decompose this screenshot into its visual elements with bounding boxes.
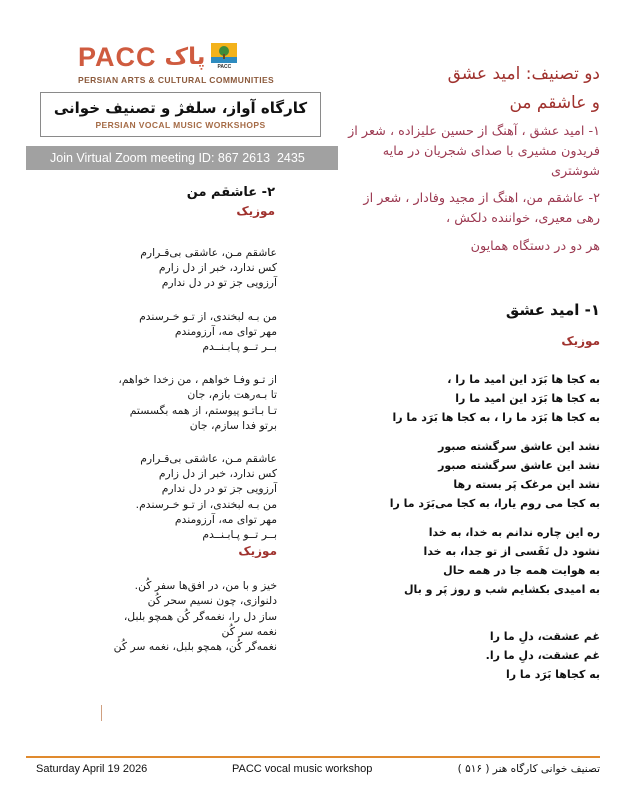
lyric-line: از تـو وفـا خواهم ، من زخدا خواهم، (118, 373, 277, 387)
zoom-meeting-bar: Join Virtual Zoom meeting ID: 867 2613 2435 (26, 146, 338, 170)
song-1-lyrics (340, 370, 600, 694)
lyric-line: غم عشقت، دلِ ما را (489, 630, 600, 643)
stanza (340, 523, 600, 599)
lyric-line: برتو فدا سازم، جان (189, 418, 277, 432)
workshop-subtitle: PERSIAN VOCAL MUSIC WORKSHOPS (95, 120, 266, 130)
stanza (340, 437, 600, 513)
lyric-line: به کجا می روم یارا، به کجا می‌بَرَد ما را (389, 497, 600, 510)
pacc-logo (78, 42, 283, 92)
stanza (340, 627, 600, 684)
logo-tree-icon (211, 43, 237, 71)
stanza (60, 578, 277, 654)
lyric-line: نغمه‌گر کُن، همچو بلبل، نغمه سر کُن (113, 640, 277, 654)
workshop-banner (40, 92, 321, 137)
lyric-line: دلنوازی، چون نسیم سحر کُن (147, 594, 277, 608)
intro-paragraph: ۱- امید عشق ، آهنگ از حسین علیزاده ، شعر از فریدون مشیری با صدای شجریان در مایه شوشتری (348, 124, 600, 179)
stanza (60, 372, 277, 433)
logo-persian-text: پاک (164, 44, 206, 70)
lyric-line: غم عشقت، دلِ ما را. (485, 649, 600, 662)
stanza (60, 245, 277, 291)
footer-date: Saturday April 19 2026 (36, 763, 148, 775)
lyric-line: بــر تــو پـابـنــدم (202, 340, 277, 354)
stanza (60, 309, 277, 355)
lyric-line: به کجا ها بَرَد این امید ما را ، (447, 373, 600, 386)
section-2-title: ۲- عاشقم من (186, 185, 275, 200)
lyric-line: خیز و با من، در افق‌ها سفر کُن. (134, 579, 277, 593)
intro-text (340, 122, 600, 265)
lyric-line: من بـه لبخندی، از تـو خـرسندم. (135, 497, 277, 511)
lyric-line: آرزویی جز تو در دل ندارم (161, 276, 277, 290)
lyric-line: به کجاها بَرَد ما را (506, 668, 600, 681)
footer-page-label: تصنیف خوانی کارگاه هنر ( ۵۱۶ ) (457, 763, 600, 775)
lyric-line: تـا بـاتـو پیوستم، از همه بگسستم (129, 403, 277, 417)
main-title-line-2: و عاشقم من (509, 93, 600, 113)
section-2-music-label: موزیک (236, 204, 275, 218)
lyric-line: کس ندارد، خبر از دل زارم (158, 261, 277, 275)
lyric-line: به کجا ها بَرَد ما را ، به کجا ها بَرَد ما را (392, 411, 600, 424)
logo-row (78, 42, 283, 72)
lyric-line: به امیدی بکشایم شب و روز پَر و بال (404, 583, 600, 596)
lyric-line: نغمه سر کُن (221, 624, 277, 638)
lyric-line: من بـه لبخندی، از تـو خـرسندم (139, 309, 277, 323)
footer-center-text: PACC vocal music workshop (232, 763, 373, 775)
lyric-line: تا بـه‌رهت بازم، جان (187, 388, 277, 402)
lyric-line: مهر توای مه، آرزومندم (174, 324, 277, 338)
lyric-line: عاشقم مـن، عاشقی بی‌قـرارم (140, 452, 277, 466)
song-2-lyrics (60, 245, 277, 672)
section-1-music-label: موزیک (561, 334, 600, 348)
lyric-line: عاشقم مـن، عاشقی بی‌قـرارم (140, 246, 277, 259)
text-cursor (101, 705, 102, 721)
lyric-line: نشود دل نَفَسی از تو جدا، به خدا (423, 545, 600, 558)
main-title (350, 60, 600, 118)
lyric-line: آرزویی جز تو در دل ندارم (161, 482, 277, 496)
logo-mark-caption: PACC (217, 64, 232, 70)
lyric-line: نشد این عاشق سرگشته صبور (438, 440, 600, 453)
section-1-title: ۱- امید عشق (505, 301, 600, 319)
lyric-line: ساز دل را، نغمه‌گر کُن همچو بلبل، (123, 609, 277, 623)
lyric-line: به هوایت همه جا در همه حال (443, 564, 600, 577)
intro-paragraph: هر دو در دستگاه همایون (470, 238, 600, 254)
logo-subtitle: PERSIAN ARTS & CULTURAL COMMUNITIES (78, 75, 275, 85)
main-title-line-1: دو تصنیف: امید عشق (447, 64, 600, 84)
stanza (340, 370, 600, 427)
footer-rule (26, 756, 600, 758)
section-2-inline-music-label: موزیک (238, 544, 277, 559)
workshop-title: کارگاه آواز، سلفژ و تصنیف خوانی (53, 99, 308, 117)
lyric-line: کس ندارد، خبر از دل زارم (158, 467, 277, 481)
lyric-line: نشد این عاشق سرگشته صبور (438, 459, 600, 472)
lyric-line: ره این چاره ندانم به خدا، به خدا (428, 526, 600, 539)
lyric-line: بــر تــو پـابـنــدم (202, 528, 277, 542)
stanza (60, 451, 277, 560)
lyric-line: مهر توای مه، آرزومندم (174, 512, 277, 526)
lyric-line: به کجا ها بَرَد این امید ما را (455, 392, 600, 405)
intro-paragraph: ۲- عاشقم من، اهنگ از مجید وفادار ، شعر از رهی معیری، خواننده دلکش ، (363, 191, 600, 227)
lyric-line: نشد این مرغک پَر بسته رها (453, 478, 600, 491)
logo-latin-text: PACC (78, 42, 157, 72)
